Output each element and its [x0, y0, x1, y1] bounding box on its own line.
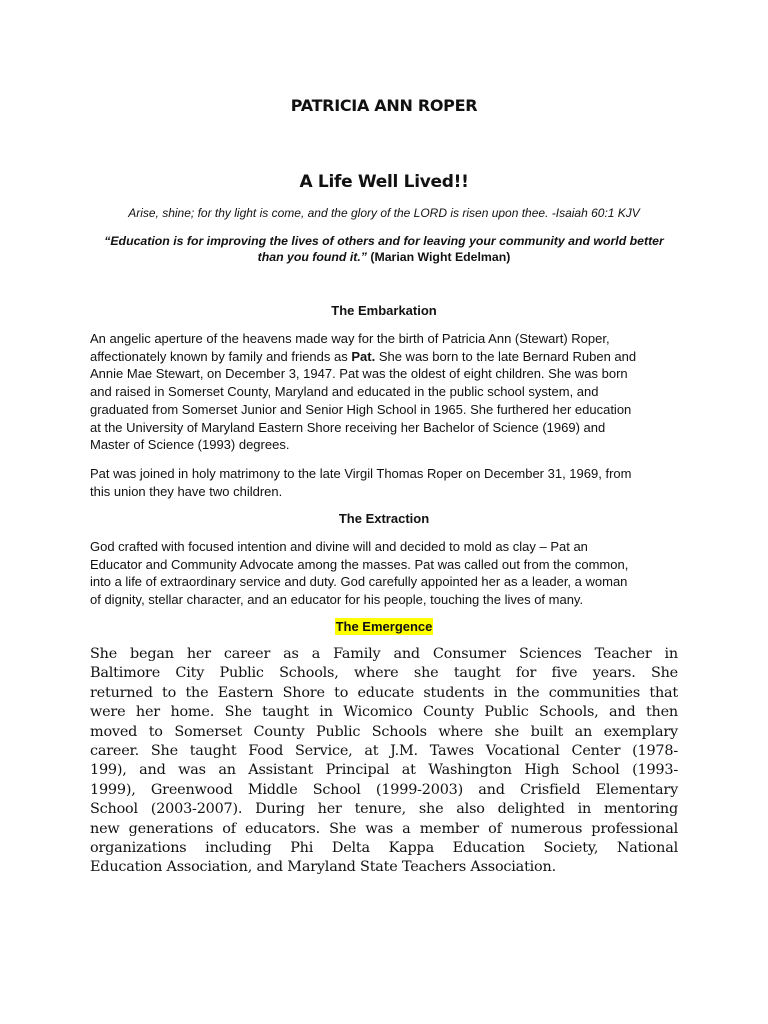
section-heading-extraction: The Extraction — [338, 511, 430, 526]
paragraph-line: returned to the Eastern Shore to educate students in the communities that — [90, 684, 678, 701]
emergence-paragraph — [90, 645, 678, 878]
paragraph-line: 1999), Greenwood Middle School (1999-2003) and Crisfield Elementary — [90, 781, 678, 798]
paragraph-line: career. She taught Food Service, at J.M. Tawes Vocational Center (1978- — [90, 743, 678, 760]
paragraph-line: Baltimore City Public Schools, where she taught for five years. She — [90, 665, 678, 682]
paragraph-line: into a life of extraordinary service and duty. God carefully appointed her as a leader, a woman — [90, 574, 628, 590]
extraction-paragraph — [90, 538, 678, 609]
paragraph-line: new generations of educators. She was a member of numerous professional — [90, 820, 678, 837]
paragraph-line: this union they have two children. — [90, 483, 283, 499]
paragraph-line: and raised in Somerset County, Maryland and educated in the public school system, and — [90, 384, 599, 400]
nickname-bold: Pat. — [351, 348, 376, 364]
quote-text-line2: than you found it.” — [257, 250, 367, 264]
document-title: PATRICIA ANN ROPER — [290, 96, 478, 115]
section-heading-embarkation: The Embarkation — [331, 303, 437, 318]
paragraph-line: 199), and was an Assistant Principal at Washington High School (1993- — [90, 762, 678, 779]
paragraph-line: Annie Mae Stewart, on December 3, 1947. Pat was the oldest of eight children. She was born — [90, 366, 628, 382]
paragraph-line: moved to Somerset County Public Schools where she built an exemplary — [90, 723, 678, 740]
paragraph-line: were her home. She taught in Wicomico County Public Schools, and then — [90, 704, 678, 721]
paragraph-line: An angelic aperture of the heavens made way for the birth of Patricia Ann (Stewart) Roper, — [90, 331, 610, 346]
line-text: She was born to the late Bernard Ruben and — [375, 348, 637, 364]
paragraph-line: Educator and Community Advocate among the masses. Pat was called out from the common, — [90, 556, 629, 572]
paragraph-line: graduated from Somerset Junior and Senior High School in 1965. She furthered her education — [90, 401, 632, 417]
paragraph-line: organizations including Phi Delta Kappa Education Society, National — [90, 840, 678, 857]
section-heading-emergence — [0, 619, 768, 634]
highlighted-heading-text: The Emergence — [335, 619, 433, 634]
paragraph-line — [90, 348, 678, 366]
quote-text-line1: “Education is for improving the lives of others and for leaving your community and world better — [104, 234, 664, 248]
paragraph-line: Pat was joined in holy matrimony to the late Virgil Thomas Roper on December 31, 1969, from — [90, 466, 632, 481]
paragraph-line: at the University of Maryland Eastern Shore receiving her Bachelor of Science (1969) and — [90, 419, 606, 435]
scripture-verse: Arise, shine; for thy light is come, and the glory of the LORD is risen upon thee. -Isaiah 60:1 KJV — [128, 206, 640, 220]
paragraph-line: She began her career as a Family and Consumer Sciences Teacher in — [90, 646, 678, 662]
paragraph-line: Master of Science (1993) degrees. — [90, 437, 290, 453]
quote-attribution: (Marian Wight Edelman) — [366, 250, 511, 264]
paragraph-line: of dignity, stellar character, and an educator for his people, touching the lives of many. — [90, 592, 584, 608]
line-text: affectionately known by family and friends as — [90, 348, 352, 364]
embarkation-paragraph — [90, 330, 678, 454]
marriage-paragraph — [90, 465, 678, 500]
paragraph-line: Education Association, and Maryland State Teachers Association. — [90, 859, 556, 876]
paragraph-line: God crafted with focused intention and divine will and decided to mold as clay – Pat an — [90, 539, 588, 554]
paragraph-line: School (2003-2007). During her tenure, she also delighted in mentoring — [90, 801, 678, 818]
quote-block — [90, 233, 678, 265]
document-subtitle: A Life Well Lived!! — [299, 172, 469, 192]
